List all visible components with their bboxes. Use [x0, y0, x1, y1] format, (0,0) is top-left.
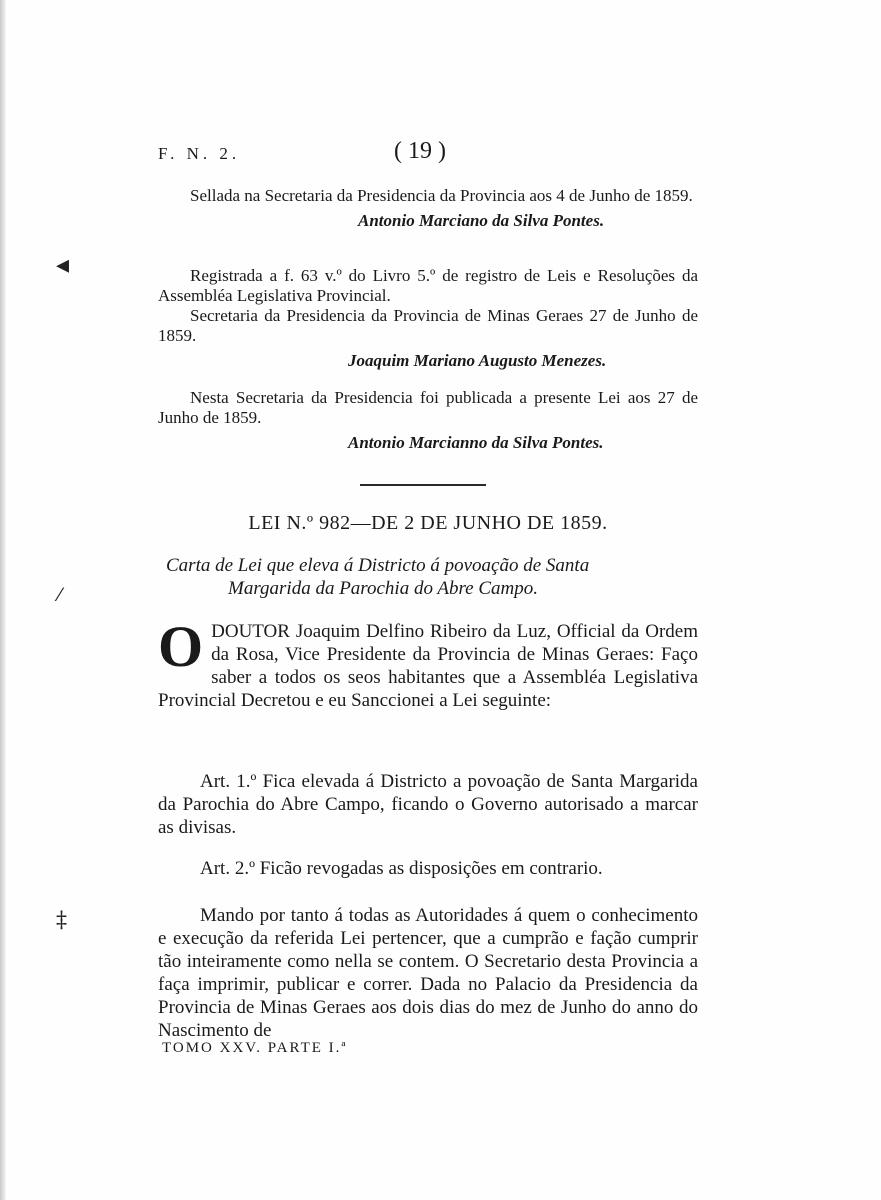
registrada-signature: Joaquim Mariano Augusto Menezes.: [348, 351, 607, 370]
sellada-text: Sellada na Secretaria da Presidencia da Provincia aos 4 de Junho de 1859.: [190, 186, 693, 205]
registrada-secretaria: Secretaria da Presidencia da Provincia de Minas Geraes 27 de Junho de 1859.: [158, 306, 698, 345]
page-number: ( 19 ): [394, 138, 446, 164]
margin-mark-1: ◂: [56, 250, 70, 280]
sellada-signature: Antonio Marciano da Silva Pontes.: [358, 211, 605, 230]
law-intro: [158, 614, 698, 712]
page-header: [158, 138, 698, 168]
scan-edge: [0, 0, 6, 1200]
law-summary-line1: Carta de Lei que eleva á Districto á povoação de Santa: [166, 555, 590, 576]
law-summary: [158, 554, 698, 600]
signature-mark: F. N. 2.: [158, 144, 241, 163]
registrada-text: Registrada a f. 63 v.º do Livro 5.º de registro de Leis e Resoluções da Assembléa Legislativa Provincial.: [158, 266, 698, 305]
publicada-note: [158, 388, 698, 454]
article-1: Art. 1.º Fica elevada á Districto a povoação de Santa Margarida da Parochia do Abre Campo, ficando o Governo autorisado a marcar as divisas.: [158, 771, 698, 838]
volume-footer: TOMO XXV. PARTE I.ª: [162, 1040, 348, 1056]
section-divider: [360, 484, 486, 486]
publicada-signature: Antonio Marcianno da Silva Pontes.: [348, 433, 604, 452]
publicada-text: Nesta Secretaria da Presidencia foi publicada a presente Lei aos 27 de Junho de 1859.: [158, 388, 698, 427]
margin-mark-3: ‡: [56, 908, 67, 933]
law-intro-text: DOUTOR Joaquim Delfino Ribeiro da Luz, Official da Ordem da Rosa, Vice Presidente da Provincia de Minas Geraes: Faço saber a todos os seos habitantes que a Assembléa Legislativa Provincial Decretou e eu Sanccionei a Lei seguinte:: [158, 621, 698, 711]
margin-mark-2: ⁄: [58, 585, 62, 606]
article-2: Art. 2.º Ficão revogadas as disposições em contrario.: [200, 858, 603, 879]
law-title: LEI N.º 982—DE 2 DE JUNHO DE 1859.: [248, 512, 608, 534]
sellada-note: [158, 186, 698, 232]
registrada-note: [158, 266, 698, 372]
mando-paragraph: Mando por tanto á todas as Autoridades á quem o conhecimento e execução da referida Lei pertencer, que a cumprão e fação cumprir tão inteiramente como nella se contem. O Secretario desta Provincia a faça imprimir, publicar e correr. Dada no Palacio da Presidencia da Provincia de Minas Geraes aos dois dias do mez de Junho do anno do Nascimento de: [158, 905, 698, 1041]
drop-cap: O: [158, 614, 204, 679]
law-summary-line2: Margarida da Parochia do Abre Campo.: [228, 578, 538, 599]
